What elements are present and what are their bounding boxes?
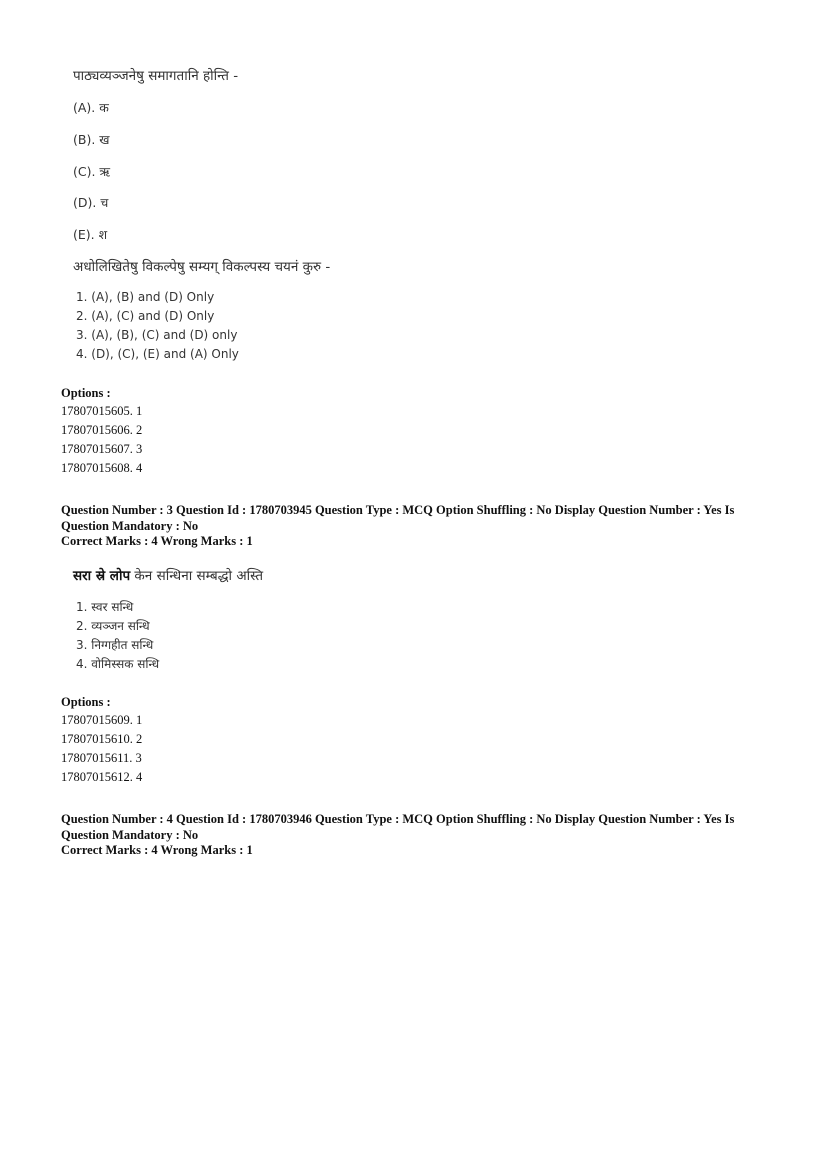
q3-answer-4: 4. वोमिस्सक सन्धि bbox=[76, 657, 160, 671]
q3-meta-line2: Question Mandatory : No bbox=[61, 519, 199, 533]
q3-option-1: 17807015609. 1 bbox=[61, 713, 143, 727]
q2-option-1: 17807015605. 1 bbox=[61, 404, 143, 418]
q4-meta-line1: Question Number : 4 Question Id : 1780703946 Question Type : MCQ Option Shuffling : No Display Question Number : Yes Is bbox=[61, 812, 735, 826]
q2-answer-2: 2. (A), (C) and (D) Only bbox=[76, 309, 215, 323]
q2-options-label: Options : bbox=[61, 386, 111, 400]
q2-option-3: 17807015607. 3 bbox=[61, 442, 143, 456]
q4-meta-line2: Question Mandatory : No bbox=[61, 828, 199, 842]
q3-answer-3: 3. निग्गहीत सन्धि bbox=[76, 638, 154, 652]
q2-option-2: 17807015606. 2 bbox=[61, 423, 143, 437]
q3-meta-line1: Question Number : 3 Question Id : 1780703945 Question Type : MCQ Option Shuffling : No Display Question Number : Yes Is bbox=[61, 503, 735, 517]
q2-choice-e: (E). श bbox=[73, 227, 108, 242]
q2-choice-d: (D). च bbox=[73, 195, 109, 210]
q3-options-label: Options : bbox=[61, 695, 111, 709]
q2-answer-1: 1. (A), (B) and (D) Only bbox=[76, 290, 215, 304]
q3-question-rest: केन सन्धिना सम्बद्धो अस्ति bbox=[134, 568, 264, 584]
q3-answer-1: 1. स्वर सन्धि bbox=[76, 600, 134, 614]
q2-answer-3: 3. (A), (B), (C) and (D) only bbox=[76, 328, 238, 342]
q3-option-3: 17807015611. 3 bbox=[61, 751, 142, 765]
q3-meta bbox=[61, 502, 761, 534]
q3-option-4: 17807015612. 4 bbox=[61, 770, 143, 784]
q2-choice-c: (C). ऋ bbox=[73, 164, 111, 179]
q3-marks: Correct Marks : 4 Wrong Marks : 1 bbox=[61, 534, 253, 548]
q2-instruction: अधोलिखितेषु विकल्पेषु सम्यग् विकल्पस्य चयनं कुरु - bbox=[73, 259, 331, 275]
q3-answer-2: 2. व्यञ्जन सन्धि bbox=[76, 619, 150, 633]
q2-question-text: पाठ्यव्यञ्जनेषु समागतानि होन्ति - bbox=[73, 68, 239, 84]
q2-choice-a: (A). क bbox=[73, 100, 109, 115]
q4-marks: Correct Marks : 4 Wrong Marks : 1 bbox=[61, 843, 253, 857]
q3-question-text bbox=[73, 566, 263, 584]
q2-answer-4: 4. (D), (C), (E) and (A) Only bbox=[76, 347, 239, 361]
q4-meta bbox=[61, 811, 761, 843]
q3-option-2: 17807015610. 2 bbox=[61, 732, 143, 746]
q3-question-bold: सरा स्रे लोप bbox=[73, 568, 131, 584]
q2-option-4: 17807015608. 4 bbox=[61, 461, 143, 475]
q2-choice-b: (B). ख bbox=[73, 132, 110, 147]
